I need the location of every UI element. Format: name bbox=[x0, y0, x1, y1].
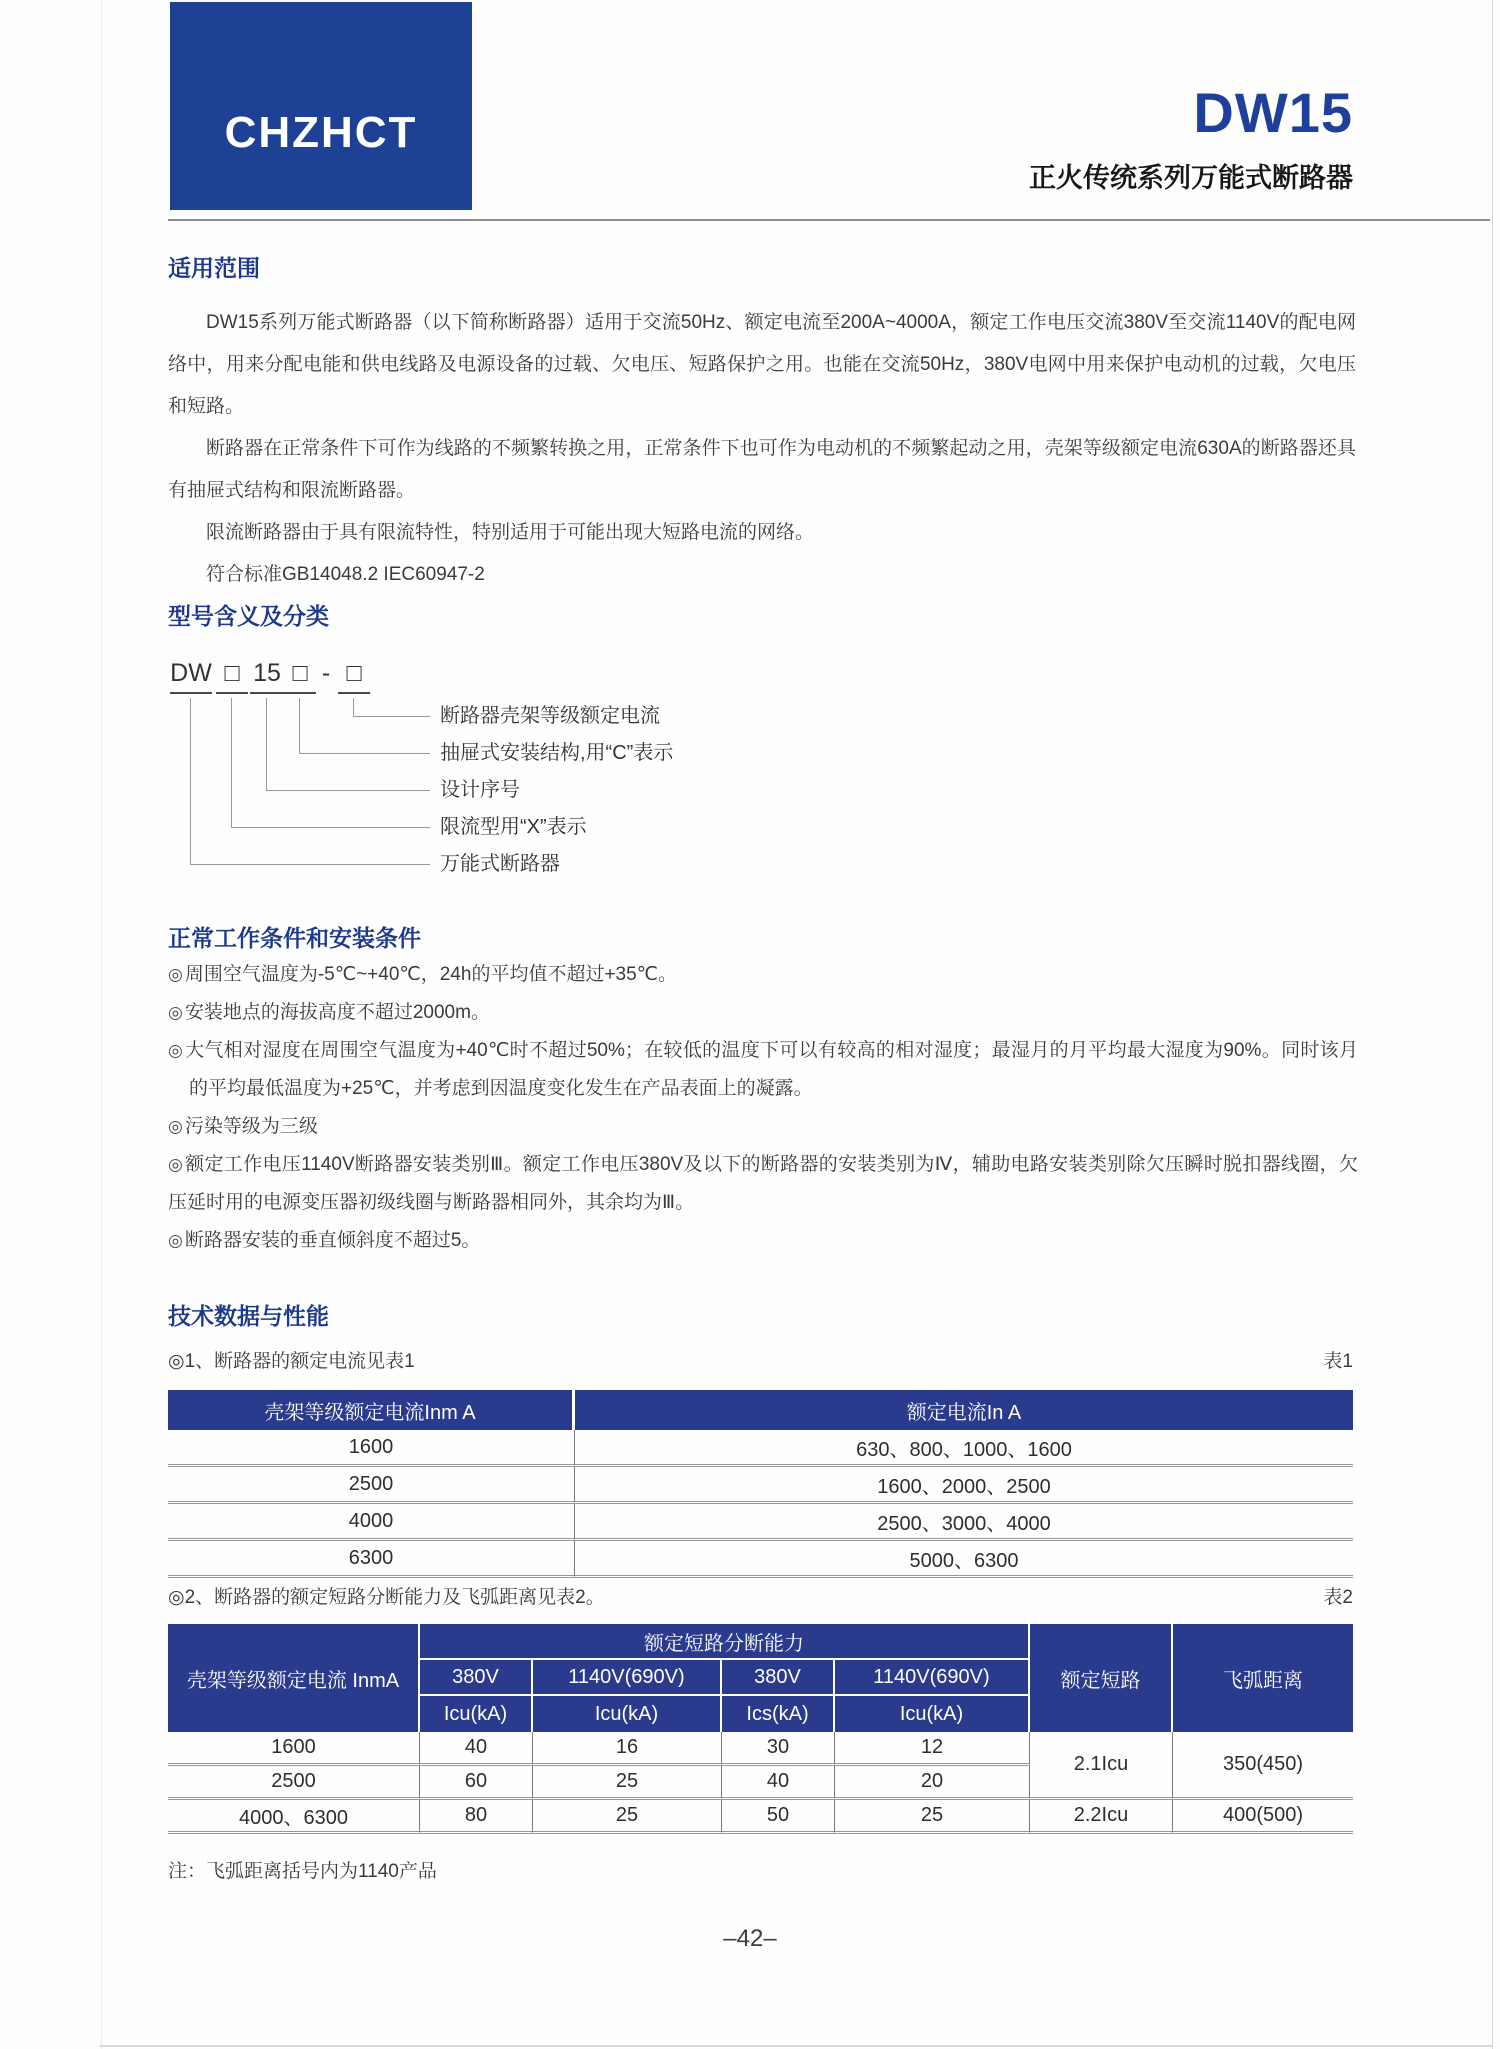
diagram-connector-line bbox=[231, 827, 430, 828]
table2-cell: 4000、6300 bbox=[168, 1800, 420, 1834]
company-logo bbox=[170, 2, 472, 210]
table2-cell: 1600 bbox=[168, 1732, 420, 1766]
scope-paragraph: 限流断路器由于具有限流特性，特别适用于可能出现大短路电流的网络。 bbox=[206, 522, 815, 543]
table2-header-voltage: 380V bbox=[722, 1660, 835, 1696]
table2-header-voltage: 1140V(690V) bbox=[835, 1660, 1030, 1696]
scope-paragraphs bbox=[168, 302, 1356, 596]
diagram-connector-line bbox=[231, 698, 232, 827]
page-edge-bottom bbox=[100, 2045, 1493, 2047]
bullet-icon: ◎ bbox=[168, 1155, 184, 1174]
model-token-15: 15 bbox=[250, 656, 284, 694]
table2-header-arc-distance: 飞弧距离 bbox=[1173, 1624, 1353, 1732]
table1-caption-row bbox=[168, 1346, 1353, 1373]
condition-item bbox=[168, 1032, 1358, 1108]
bullet-icon: ◎ bbox=[168, 965, 183, 984]
section-title-tech-data: 技术数据与性能 bbox=[168, 1303, 329, 1329]
table2-header-breaking-capacity-group: 额定短路分断能力 bbox=[420, 1624, 1030, 1660]
table2-cell: 40 bbox=[420, 1732, 533, 1766]
table2-tag: 表2 bbox=[1323, 1587, 1353, 1608]
condition-text: 大气相对湿度在周围空气温度为+40℃时不超过50%；在较低的温度下可以有较高的相对湿度；最湿月的月平均最大湿度为90%。同时该月的平均最低温度为+25℃，并考虑到因温度变化发生在产品表面上的凝露。 bbox=[185, 1040, 1358, 1099]
model-label-drawout: 抽屉式安装结构,用“C”表示 bbox=[440, 742, 674, 764]
model-token-dash: - bbox=[321, 659, 331, 687]
table2-cell-merged-arc: 350(450) bbox=[1173, 1732, 1353, 1800]
table2-cell: 2500 bbox=[168, 1766, 420, 1800]
table2-header-unit: Icu(kA) bbox=[835, 1696, 1030, 1732]
table-breaking-capacity bbox=[168, 1624, 1353, 1834]
model-token-box-3: □ bbox=[338, 656, 370, 694]
page-edge-right bbox=[1492, 0, 1493, 2049]
bullet-icon: ◎ bbox=[168, 1003, 183, 1022]
diagram-connector-line bbox=[299, 698, 300, 753]
model-label-universal-breaker: 万能式断路器 bbox=[440, 853, 560, 875]
table2-cell: 20 bbox=[835, 1766, 1030, 1800]
table2-header-unit: Icu(kA) bbox=[420, 1696, 533, 1732]
table2-cell: 16 bbox=[533, 1732, 722, 1766]
scope-paragraph: 断路器在正常条件下可作为线路的不频繁转换之用，正常条件下也可作为电动机的不频繁起动之用，壳架等级额定电流630A的断路器还具有抽屉式结构和限流断路器。 bbox=[168, 438, 1356, 501]
table1-cell: 630、800、1000、1600 bbox=[575, 1430, 1353, 1467]
table1-header-frame-current: 壳架等级额定电流Inm A bbox=[168, 1390, 575, 1430]
diagram-connector-line bbox=[353, 716, 430, 717]
table2-header-voltage: 380V bbox=[420, 1660, 533, 1696]
diagram-connector-line bbox=[266, 698, 267, 790]
table1-caption: ◎1、断路器的额定电流见表1 bbox=[168, 1351, 415, 1372]
condition-text: 额定工作电压1140V断路器安装类别Ⅲ。额定工作电压380V及以下的断路器的安装类别为Ⅳ，辅助电路安装类别除欠压瞬时脱扣器线圈，欠压延时用的电源变压器初级线圈与断路器相同外，其余均为Ⅲ。 bbox=[168, 1154, 1358, 1213]
table2-caption-row bbox=[168, 1582, 1353, 1609]
table2-cell-merged-rated: 2.1Icu bbox=[1030, 1732, 1173, 1800]
section-title-scope: 适用范围 bbox=[168, 255, 260, 281]
section-title-conditions: 正常工作条件和安装条件 bbox=[168, 925, 421, 951]
bullet-icon: ◎ bbox=[168, 1041, 184, 1060]
table2-header-rated-short: 额定短路 bbox=[1030, 1624, 1173, 1732]
table2-cell: 30 bbox=[722, 1732, 835, 1766]
condition-text: 断路器安装的垂直倾斜度不超过5。 bbox=[184, 1230, 481, 1251]
bullet-icon: ◎ bbox=[168, 1231, 183, 1250]
table2-header-unit: Icu(kA) bbox=[533, 1696, 722, 1732]
table2-cell: 60 bbox=[420, 1766, 533, 1800]
table2-cell: 12 bbox=[835, 1732, 1030, 1766]
conditions-list bbox=[168, 956, 1358, 1260]
table2-header-frame-current: 壳架等级额定电流 InmA bbox=[168, 1624, 420, 1732]
table2-cell: 25 bbox=[533, 1766, 722, 1800]
page-edge-left bbox=[101, 0, 102, 2049]
table2-cell-arc: 400(500) bbox=[1173, 1800, 1353, 1834]
table2-cell: 50 bbox=[722, 1800, 835, 1834]
table2-header-unit: Ics(kA) bbox=[722, 1696, 835, 1732]
model-token-box-1: □ bbox=[216, 656, 248, 694]
model-label-current-limiting: 限流型用“X”表示 bbox=[440, 816, 587, 838]
table1-cell: 1600、2000、2500 bbox=[575, 1467, 1353, 1504]
table1-header-rated-current: 额定电流In A bbox=[575, 1390, 1353, 1430]
page-number: –42– bbox=[723, 1925, 777, 1952]
model-token-box-2: □ bbox=[284, 656, 316, 694]
bullet-icon: ◎ bbox=[168, 1117, 183, 1136]
logo-text: CHZHCT bbox=[224, 108, 418, 157]
table1-tag: 表1 bbox=[1323, 1351, 1353, 1372]
table2-cell: 25 bbox=[533, 1800, 722, 1834]
table1-cell: 5000、6300 bbox=[575, 1541, 1353, 1578]
table-rated-current bbox=[168, 1390, 1353, 1578]
condition-item bbox=[168, 1146, 1358, 1222]
condition-text: 安装地点的海拔高度不超过2000m。 bbox=[184, 1002, 490, 1023]
model-label-design-serial: 设计序号 bbox=[440, 779, 520, 801]
diagram-connector-line bbox=[190, 864, 430, 865]
diagram-connector-line bbox=[266, 790, 430, 791]
product-model-title: DW15 bbox=[1193, 81, 1353, 144]
table2-footnote: 注：飞弧距离括号内为1140产品 bbox=[168, 1861, 437, 1882]
table1-cell: 1600 bbox=[168, 1430, 575, 1467]
table2-header-voltage: 1140V(690V) bbox=[533, 1660, 722, 1696]
table2-cell: 80 bbox=[420, 1800, 533, 1834]
table2-cell: 40 bbox=[722, 1766, 835, 1800]
table2-caption: ◎2、断路器的额定短路分断能力及飞弧距离见表2。 bbox=[168, 1587, 605, 1608]
diagram-connector-line bbox=[190, 698, 191, 864]
table1-cell: 2500、3000、4000 bbox=[575, 1504, 1353, 1541]
scope-paragraph: 符合标准GB14048.2 IEC60947-2 bbox=[206, 564, 485, 585]
diagram-connector-line bbox=[353, 698, 354, 716]
condition-text: 周围空气温度为-5℃~+40℃，24h的平均值不超过+35℃。 bbox=[184, 964, 678, 985]
table2-cell: 25 bbox=[835, 1800, 1030, 1834]
model-label-frame-current: 断路器壳架等级额定电流 bbox=[440, 705, 660, 727]
condition-item bbox=[168, 994, 1358, 1032]
table1-cell: 2500 bbox=[168, 1467, 575, 1504]
model-token-dw: DW bbox=[170, 656, 212, 694]
condition-item bbox=[168, 956, 1358, 994]
product-series-subtitle: 正火传统系列万能式断路器 bbox=[1029, 163, 1353, 193]
diagram-connector-line bbox=[299, 753, 430, 754]
condition-text: 污染等级为三级 bbox=[184, 1116, 318, 1137]
section-title-model: 型号含义及分类 bbox=[168, 603, 329, 629]
header-divider bbox=[168, 219, 1490, 221]
condition-item bbox=[168, 1108, 1358, 1146]
scope-paragraph: DW15系列万能式断路器（以下简称断路器）适用于交流50Hz、额定电流至200A~4000A，额定工作电压交流380V至交流1140V的配电网络中，用来分配电能和供电线路及电源设备的过载、欠电压、短路保护之用。也能在交流50Hz，380V电网中用来保护电动机的过载，欠电压和短路。 bbox=[168, 312, 1356, 417]
table2-cell-rated: 2.2Icu bbox=[1030, 1800, 1173, 1834]
condition-item bbox=[168, 1222, 1358, 1260]
table1-cell: 6300 bbox=[168, 1541, 575, 1578]
table1-cell: 4000 bbox=[168, 1504, 575, 1541]
